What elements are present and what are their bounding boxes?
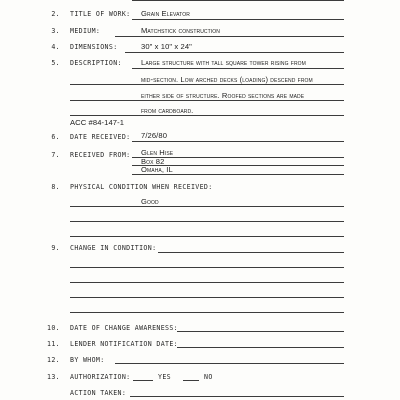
authorization-no-blank[interactable] — [183, 380, 199, 381]
change-condition-rule-4 — [70, 297, 344, 298]
description-rule-3 — [70, 100, 344, 101]
action-taken-label: ACTION TAKEN: — [70, 389, 127, 397]
date-of-change-awareness-label: DATE OF CHANGE AWARENESS: — [70, 324, 178, 332]
description-line-4: from cardboard. — [141, 106, 194, 115]
by-whom-label: BY WHOM: — [70, 356, 105, 364]
lender-notification-date-label: LENDER NOTIFICATION DATE: — [70, 340, 178, 348]
date-received-value: 7/26/80 — [141, 131, 168, 140]
dimensions-label: DIMENSIONS: — [70, 43, 118, 51]
physical-condition-rule-1 — [70, 206, 344, 207]
received-from-name: Glen Hise — [141, 148, 174, 157]
change-condition-rule-3 — [70, 282, 344, 283]
top-rule — [132, 0, 344, 1]
item-6-number: 6. — [51, 133, 60, 141]
item-9-number: 9. — [51, 244, 60, 252]
item-10-number: 10. — [47, 324, 60, 332]
received-from-address: Box 82 — [141, 157, 165, 166]
received-from-label: RECEIVED FROM: — [70, 151, 131, 159]
by-whom-line — [115, 363, 344, 364]
authorization-yes-label: YES — [158, 373, 171, 381]
description-label: DESCRIPTION: — [70, 59, 122, 67]
description-rule-1 — [132, 68, 344, 69]
physical-condition-value: Good — [141, 197, 159, 206]
date-received-label: DATE RECEIVED: — [70, 133, 131, 141]
item-12-number: 12. — [47, 356, 60, 364]
authorization-yes-blank[interactable] — [133, 380, 153, 381]
title-of-work-value: Grain Elevator — [141, 9, 190, 18]
medium-label: MEDIUM: — [70, 27, 101, 35]
date-of-change-awareness-line — [177, 331, 344, 332]
physical-condition-rule-2 — [70, 221, 344, 222]
description-rule-4 — [70, 115, 344, 116]
change-condition-rule-5 — [70, 312, 344, 313]
change-condition-rule-1 — [158, 252, 344, 253]
description-rule-2 — [70, 84, 344, 85]
item-5-number: 5. — [51, 59, 60, 67]
change-condition-rule-2 — [70, 267, 344, 268]
item-4-number: 4. — [51, 43, 60, 51]
physical-condition-label: PHYSICAL CONDITION WHEN RECEIVED: — [70, 183, 213, 191]
dimensions-line — [125, 52, 344, 53]
medium-line — [115, 36, 344, 37]
received-from-rule-3 — [132, 174, 344, 175]
change-in-condition-label: CHANGE IN CONDITION: — [70, 244, 157, 252]
item-8-number: 8. — [51, 183, 60, 191]
item-3-number: 3. — [51, 27, 60, 35]
title-of-work-line — [132, 19, 344, 20]
title-of-work-label: TITLE OF WORK: — [70, 10, 131, 18]
description-line-2: mid-section. Low arched decks (loading) descend from — [141, 75, 313, 84]
item-7-number: 7. — [51, 151, 60, 159]
authorization-no-label: NO — [204, 373, 213, 381]
received-from-city: Omaha, IL — [141, 165, 173, 174]
dimensions-value: 30" x 10" x 24" — [141, 42, 192, 51]
lender-notification-date-line — [177, 347, 344, 348]
authorization-label: AUTHORIZATION: — [70, 373, 131, 381]
item-2-number: 2. — [51, 10, 60, 18]
description-line-1: Large structure with tall square tower rising from — [141, 58, 306, 67]
physical-condition-rule-3 — [70, 236, 344, 237]
date-received-line — [132, 141, 344, 142]
action-taken-line — [130, 396, 344, 397]
medium-value: Matchstick construction — [141, 26, 220, 35]
item-13-number: 13. — [47, 373, 60, 381]
accession-number: ACC #84-147-1 — [70, 118, 125, 127]
item-11-number: 11. — [47, 340, 60, 348]
description-line-3: either side of structure. Roofed sections are made — [141, 91, 305, 100]
